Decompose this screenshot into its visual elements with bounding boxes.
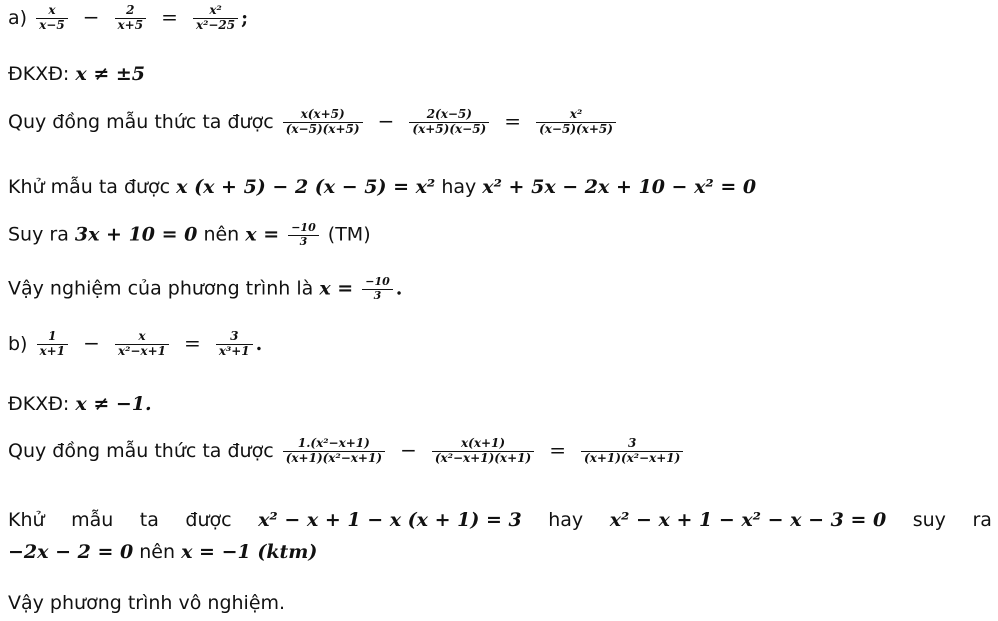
- math-expression: x = −1 (ktm): [181, 541, 318, 563]
- part-a-domain-condition: ĐKXĐ: x ≠ ±5: [8, 63, 145, 85]
- math-expression: −2x − 2 = 0: [8, 541, 134, 563]
- part-a-deduction: Suy ra 3x + 10 = 0 nên x = $\frac{-10}{3}$ (TM): [8, 221, 371, 248]
- fraction: $\frac{\text{1.(x²−x+1)}}{\text{(x+1)(x²−x+1)}}$: [283, 437, 385, 466]
- part-b-conclusion: Vậy phương trình vô nghiệm.: [8, 592, 286, 614]
- part-a-equation: a) $\frac{x}{x-5}$ − $\frac{2}{x+5}$ = $\frac{\text{x²}}{\text{x²−25}}$ ;: [8, 3, 249, 32]
- part-b-domain-condition: ĐKXĐ: x ≠ −1.: [8, 393, 152, 415]
- fraction: $\frac{x}{\text{x²−x+1}}$: [115, 330, 169, 359]
- fraction: $\frac{1}{x+1}$: [37, 330, 69, 359]
- part-a-common-denominator: Quy đồng mẫu thức ta được $\frac{x(x+5)}{(x-5)(x+5)}$ − $\frac{2(x-5)}{(x+5)(x-5)}$ = $\frac{\text{x²}}{(x-5)(x+5)}$: [8, 108, 619, 137]
- part-b-eliminate-denominator: Khử mẫu ta được x² − x + 1 − x (x + 1) = 3 hay x² − x + 1 − x² − x − 3 = 0 suy ra: [8, 509, 992, 531]
- part-a-eliminate-denominator: Khử mẫu ta được x (x + 5) − 2 (x − 5) = x² hay x² + 5x − 2x + 10 − x² = 0: [8, 176, 757, 198]
- part-b-equation: b) $\frac{1}{x+1}$ − $\frac{x}{\text{x²−x+1}}$ = $\frac{3}{\text{x³+1}}$ .: [8, 329, 263, 358]
- math-expression: x ≠ ±5: [75, 63, 145, 85]
- fraction: $\frac{x(x+1)}{\text{(x²−x+1)(x+1)}}$: [432, 437, 534, 466]
- math-expression: x² − x + 1 − x² − x − 3 = 0: [609, 509, 887, 531]
- part-a-conclusion: Vậy nghiệm của phương trình là x = $\frac{-10}{3}$ .: [8, 275, 403, 302]
- fraction: $\frac{2(x-5)}{(x+5)(x-5)}$: [409, 108, 489, 137]
- fraction: $\frac{x(x+5)}{(x-5)(x+5)}$: [283, 108, 363, 137]
- fraction: $\frac{-10}{3}$: [362, 276, 393, 302]
- fraction: $\frac{-10}{3}$: [288, 222, 319, 248]
- math-expression: x² + 5x − 2x + 10 − x² = 0: [482, 176, 757, 198]
- math-expression: 3x + 10 = 0: [74, 223, 198, 246]
- fraction: $\frac{\text{x²}}{(x-5)(x+5)}$: [536, 108, 616, 137]
- fraction: $\frac{x}{x-5}$: [36, 4, 68, 33]
- part-b-label: b): [8, 332, 28, 355]
- math-expression: x ≠ −1.: [75, 393, 152, 415]
- fraction: $\frac{\text{x²}}{\text{x²−25}}$: [193, 4, 238, 33]
- math-expression: x (x + 5) − 2 (x − 5) = x²: [176, 176, 436, 198]
- math-expression: x² − x + 1 − x (x + 1) = 3: [258, 509, 522, 531]
- fraction: $\frac{2}{x+5}$: [115, 4, 147, 33]
- part-a-label: a): [8, 6, 28, 29]
- part-b-deduction: −2x − 2 = 0 nên x = −1 (ktm): [8, 541, 318, 563]
- fraction: $\frac{3}{\text{x³+1}}$: [216, 330, 253, 359]
- fraction: $\frac{3}{\text{(x+1)(x²−x+1)}}$: [581, 437, 683, 466]
- part-b-common-denominator: Quy đồng mẫu thức ta được $\frac{\text{1.(x²−x+1)}}{\text{(x+1)(x²−x+1)}}$ − $\frac{x(x+1)}{\text{(x²−x+1)(x+1)}}$ = $\frac{3}{\text{(x+1)(x²−x+1)}}$: [8, 437, 686, 466]
